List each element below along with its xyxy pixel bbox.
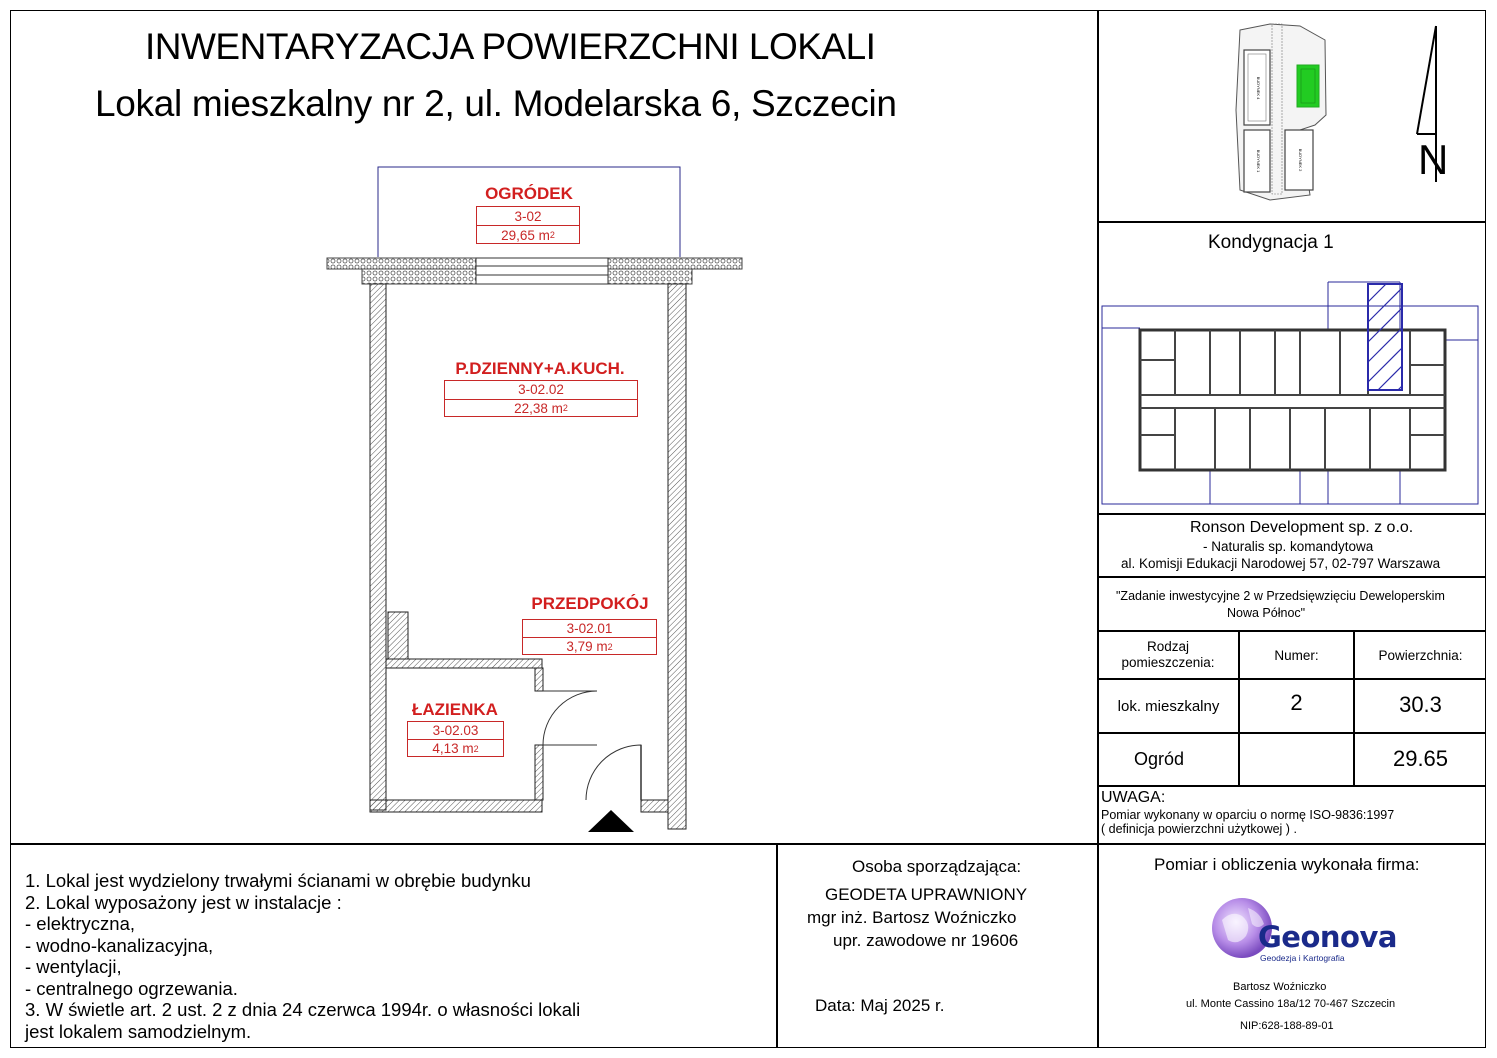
remark-line: 1. Lokal jest wydzielony trwałymi ścianami w obrębie budynku — [25, 870, 531, 891]
investor-address: al. Komisji Edukacji Narodowej 57, 02-797 Warszawa — [1121, 556, 1441, 571]
divider-footer — [10, 843, 1486, 845]
site-plan-map — [1230, 20, 1340, 205]
note-line1: Pomiar wykonany w oparciu o normę ISO-9836:1997 — [1101, 808, 1395, 822]
garden-area — [477, 225, 579, 244]
page-subtitle: Lokal mieszkalny nr 2, ul. Modelarska 6, Szczecin — [95, 83, 897, 124]
site-label-building4: BUDYNEK 4 — [1256, 76, 1261, 100]
author-name: mgr inż. Bartosz Woźniczko — [807, 908, 1017, 927]
bathroom-area — [408, 739, 503, 757]
bathroom-code: 3-02.03 — [432, 723, 479, 738]
bathroom-area-unit: 2 — [473, 743, 479, 754]
bathroom-name: ŁAZIENKA — [412, 700, 498, 719]
company-nip: NIP:628-188-89-01 — [1240, 1020, 1334, 1032]
hall-name: PRZEDPOKÓJ — [531, 594, 649, 613]
living-room-area-unit: 2 — [562, 403, 568, 414]
table-row-number: 2 — [1290, 690, 1303, 715]
hall-info-box — [522, 619, 657, 655]
table-row-type: lok. mieszkalny — [1117, 697, 1220, 715]
document-date: Data: Maj 2025 r. — [815, 996, 945, 1015]
note-line2: ( definicja powierzchni użytkowej ) . — [1101, 822, 1297, 836]
table-header-area: Powierzchnia: — [1378, 647, 1463, 663]
remarks-list — [25, 870, 580, 1042]
bathroom-info-box — [407, 721, 504, 757]
table-row-type: Ogród — [1133, 748, 1185, 769]
hall-area-value: 3,79 m — [566, 639, 608, 654]
author-license: upr. zawodowe nr 19606 — [833, 931, 1019, 950]
bathroom-area-value: 4,13 m — [432, 741, 474, 756]
garden-code: 3-02 — [514, 208, 542, 224]
author-heading: Osoba sporządzająca: — [852, 857, 1022, 876]
divider-investor — [1097, 576, 1486, 578]
hall-code: 3-02.01 — [566, 621, 613, 636]
garden-area-value: 29,65 m — [501, 227, 550, 243]
table-header-number: Numer: — [1274, 647, 1319, 663]
floor-label: Kondygnacja 1 — [1208, 232, 1334, 253]
table-row-area: 30.3 — [1399, 692, 1442, 717]
company-logo-name: Geonova — [1258, 920, 1397, 954]
remark-line: jest lokalem samodzielnym. — [25, 1020, 252, 1042]
note-heading: UWAGA: — [1101, 789, 1166, 806]
site-label-building1: BUDYNEK 1 — [1256, 149, 1261, 173]
investment-task-line2: Nowa Północ" — [1227, 606, 1306, 620]
remark-line: - elektryczna, — [25, 913, 136, 934]
divider-siteplan — [1097, 221, 1486, 223]
table-header-type: Rodzaj pomieszczenia: — [1121, 639, 1215, 670]
company-logo-subtitle: Geodezja i Kartografia — [1260, 953, 1345, 963]
page-title: INWENTARYZACJA POWIERZCHNI LOKALI — [145, 26, 876, 67]
garden-name: OGRÓDEK — [485, 184, 573, 203]
table-row-number — [1240, 734, 1353, 784]
investment-task-line1: "Zadanie inwestycyjne 2 w Przedsięwzięciu Deweloperskim — [1116, 589, 1445, 603]
living-room-info-box — [444, 380, 638, 417]
north-letter: N — [1418, 136, 1449, 183]
living-room-code: 3-02.02 — [518, 382, 564, 398]
garden-area-unit: 2 — [549, 230, 555, 240]
hall-area-unit: 2 — [607, 641, 613, 652]
divider-table-top — [1097, 630, 1486, 632]
investor-name: Ronson Development sp. z o.o. — [1190, 519, 1414, 536]
investor-partner: - Naturalis sp. komandytowa — [1203, 539, 1374, 554]
living-room-area-value: 22,38 m — [514, 400, 563, 416]
divider-table-bottom — [1097, 785, 1486, 787]
remark-line: - centralnego ogrzewania. — [25, 977, 238, 999]
remark-line: - wodno-kanalizacyjna, — [25, 934, 214, 956]
unit-floor-plan — [320, 160, 760, 840]
divider-footer-mid — [776, 843, 778, 1048]
site-label-building2: BUDYNEK 2 — [1298, 148, 1303, 172]
table-row-area: 29.65 — [1392, 746, 1449, 771]
remark-line: 3. W świetle art. 2 ust. 2 z dnia 24 czerwca 1994r. o własności lokali — [25, 999, 581, 1020]
company-heading: Pomiar i obliczenia wykonała firma: — [1154, 855, 1420, 874]
floor-key-plan — [1100, 280, 1482, 508]
divider-right-column — [1097, 10, 1099, 1048]
remark-line: 2. Lokal wyposażony jest w instalacje : — [25, 891, 342, 913]
garden-info-box — [476, 206, 580, 244]
remark-line: - wentylacji, — [25, 956, 122, 977]
living-room-area — [445, 399, 637, 418]
living-room-name: P.DZIENNY+A.KUCH. — [455, 359, 625, 378]
company-address: ul. Monte Cassino 18a/12 70-467 Szczecin — [1186, 998, 1396, 1010]
hall-area — [523, 637, 656, 655]
divider-floorplan — [1097, 513, 1486, 515]
company-person: Bartosz Woźniczko — [1233, 981, 1327, 993]
author-title: GEODETA UPRAWNIONY — [825, 885, 1028, 904]
